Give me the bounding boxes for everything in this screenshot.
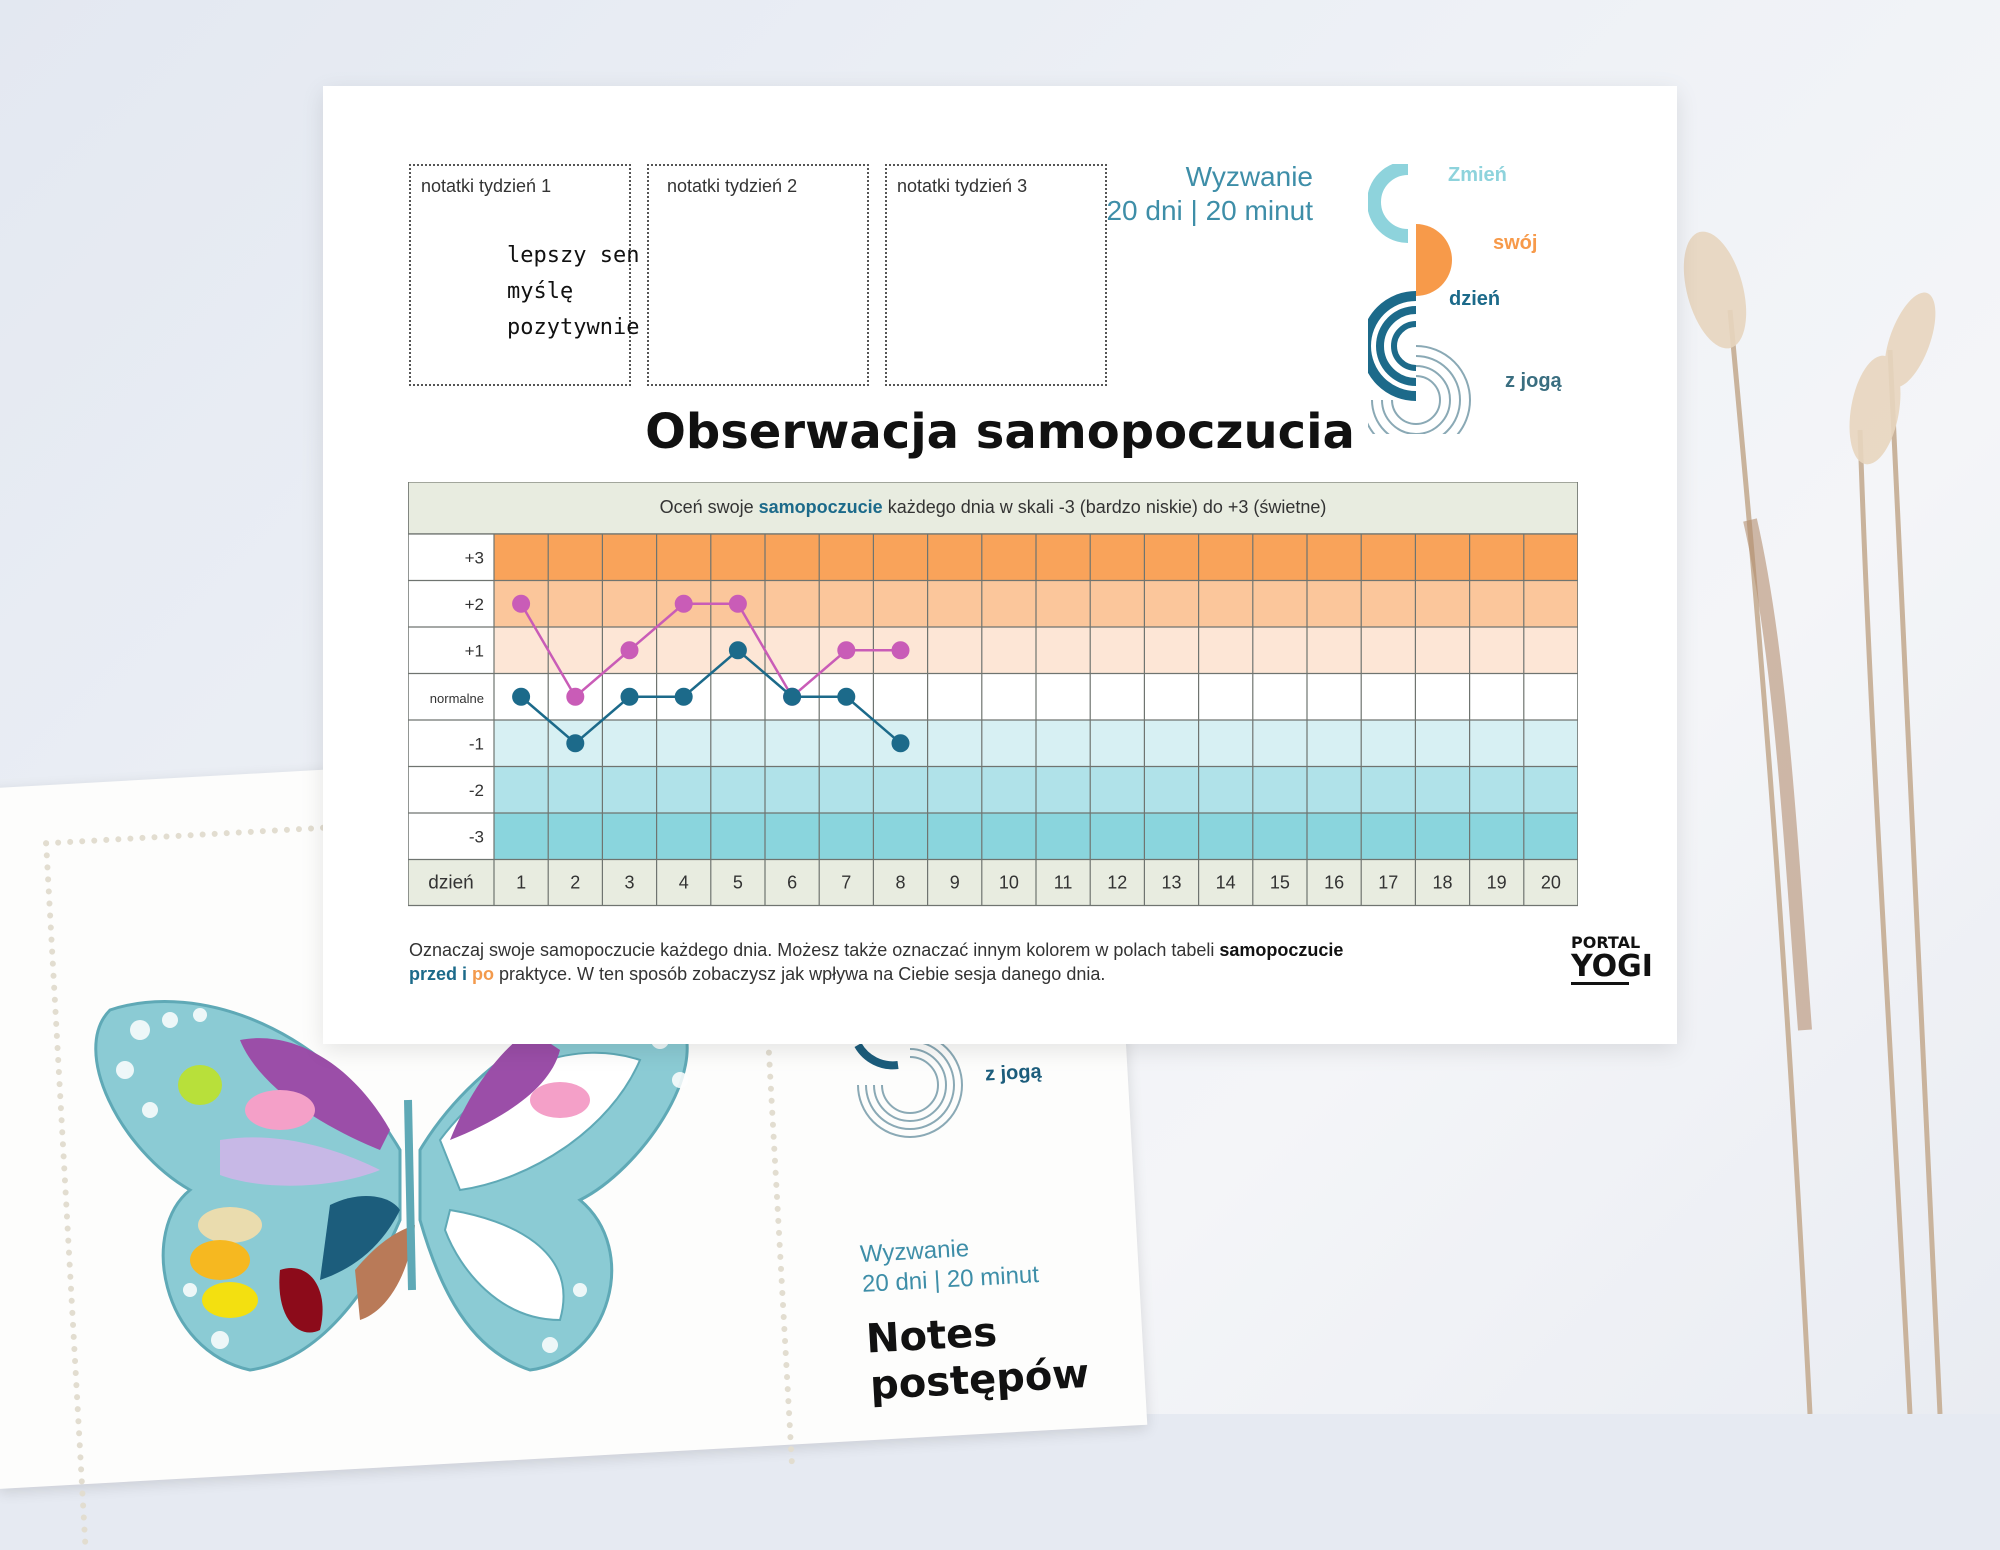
y-tick-label: normalne [429,690,484,706]
footer-po: po [472,964,495,984]
series-point [837,688,855,706]
x-tick-label: 8 [895,872,906,893]
series-point [675,688,693,706]
footer-bold: samopoczucie [1219,940,1344,960]
series-point [729,595,747,613]
worksheet [323,86,1677,1044]
x-tick-label: 10 [998,872,1019,893]
instruction-text: Oceń swoje samopoczucie każdego dnia w skali -3 (bardzo niskie) do +3 (świetne) [659,497,1327,517]
logo-word-zmien: Zmień [1448,164,1507,186]
notes-week-1[interactable] [409,164,640,386]
wellbeing-chart [408,482,1578,919]
series-point [621,688,639,706]
series-point [566,688,584,706]
x-tick-label: 1 [516,872,527,893]
series-point [621,641,639,659]
series-point [729,641,747,659]
portal-yogi-line1: PORTAL [1571,933,1641,952]
logo-title-1: Wyzwanie [1185,161,1313,192]
x-tick-label: 11 [1053,872,1073,893]
portal-yogi-line2: YOGI [1571,949,1653,984]
series-point [675,595,693,613]
logo-word-dzien: dzień [1449,288,1501,310]
x-tick-label: 19 [1486,872,1507,893]
butterfly-illustration [80,990,740,1420]
x-tick-label: 15 [1269,872,1290,893]
x-tick-label: 16 [1324,872,1345,893]
x-axis-label: dzień [428,872,474,894]
x-tick-label: 13 [1161,872,1182,893]
footer-note [409,938,1489,986]
day-row [408,860,1578,906]
wellbeing-chart-svg [408,482,1578,914]
x-tick-label: 6 [787,872,798,893]
x-tick-label: 7 [841,872,852,893]
logo-word-swoj: swój [1493,232,1538,254]
notes-week-1-label: notatki tydzień 1 [421,176,552,196]
y-tick-label: +2 [464,594,484,614]
series-point [512,688,530,706]
logo-word-z-joga: z jogą [1505,370,1562,392]
x-tick-label: 2 [570,872,581,893]
footer-przed: przed [409,964,458,984]
dried-grass-decoration [1640,230,2000,1414]
back-card-subtitle-2: 20 dni | 20 minut [861,1261,1040,1298]
x-tick-label: 20 [1540,872,1561,893]
y-tick-label: +1 [464,641,484,661]
y-tick-label: +3 [464,548,484,568]
notes-week-2-label: notatki tydzień 2 [667,176,798,196]
x-tick-label: 9 [949,872,960,893]
x-tick-label: 4 [678,872,689,893]
x-tick-label: 18 [1432,872,1453,893]
back-card-zjoga: z jogą [984,1060,1043,1086]
x-tick-label: 12 [1107,872,1128,893]
series-point [837,641,855,659]
x-tick-label: 14 [1215,872,1236,893]
y-tick-label: -2 [468,780,484,800]
logo-title-2: 20 dni | 20 minut [1106,195,1313,226]
back-card-subtitle-1: Wyzwanie [859,1234,970,1269]
x-tick-label: 5 [732,872,743,893]
series-point [512,595,530,613]
y-tick-label: -1 [468,734,484,754]
series-point [892,641,910,659]
series-point [566,734,584,752]
x-tick-label: 3 [624,872,635,893]
footer-text-1: Oznaczaj swoje samopoczucie każdego dnia. Możesz także oznaczać innym kolorem w polach tabeli [409,940,1220,960]
series-point [783,688,801,706]
footer-text-2: praktyce. W ten sposób zobaczysz jak wpływa na Ciebie sesja danego dnia. [494,964,1106,984]
back-card-title-1: Notes [864,1309,999,1363]
notes-week-2[interactable] [647,164,869,386]
notes-week-3-label: notatki tydzień 3 [897,176,1028,196]
series-point [892,734,910,752]
back-card-title-2: postępów [868,1350,1091,1410]
notes-week-1-text: lepszy sen myślę pozytywnie [507,243,640,340]
portal-yogi-logo [1571,933,1653,985]
y-tick-label: -3 [468,827,484,847]
footer-i: i [457,964,473,984]
page-title: Obserwacja samopoczucia [645,404,1355,460]
x-tick-label: 17 [1378,872,1399,893]
